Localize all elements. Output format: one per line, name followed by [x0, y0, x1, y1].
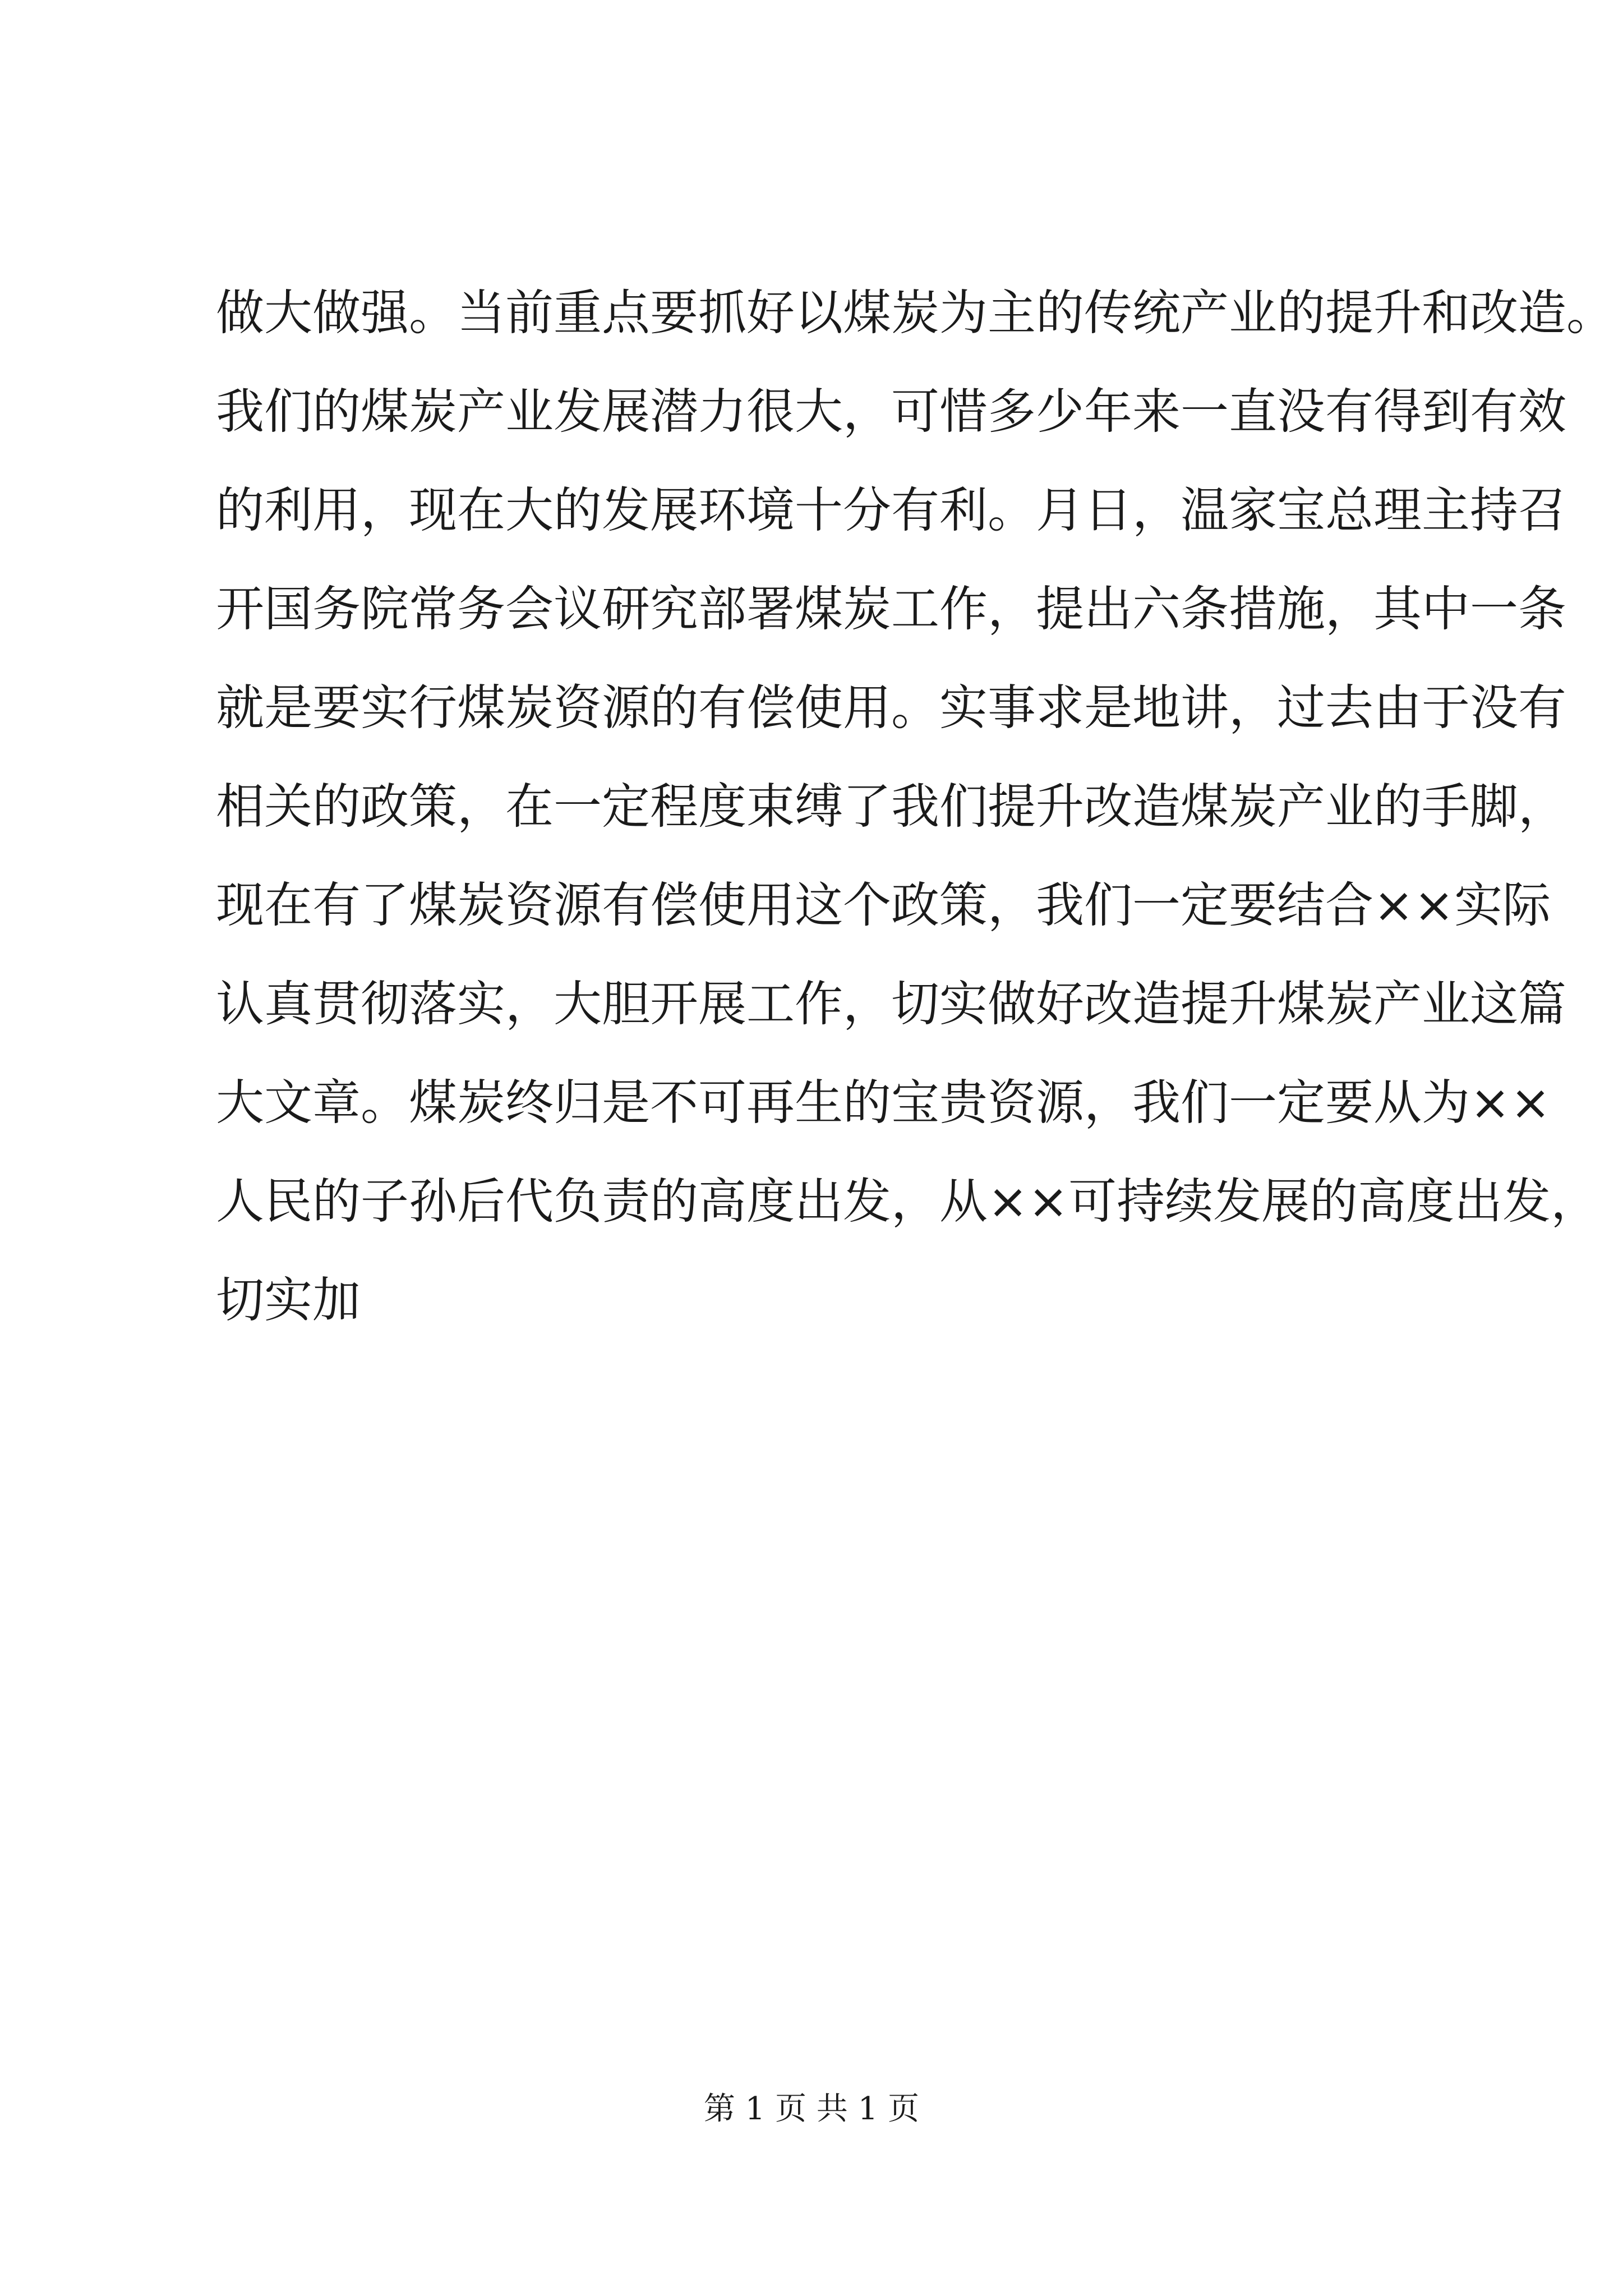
text-line: 相关的政策，在一定程度束缚了我们提升改造煤炭产业的手脚， — [216, 779, 1566, 835]
body-paragraph — [216, 264, 1615, 1350]
text-line: 就是要实行煤炭资源的有偿使用。实事求是地讲，过去由于没有 — [216, 680, 1566, 736]
text-line: 现在有了煤炭资源有偿使用这个政策，我们一定要结合××实际 — [216, 877, 1551, 933]
text-line-last: 切实加 — [216, 1272, 361, 1328]
text-line: 做大做强。当前重点要抓好以煤炭为主的传统产业的提升和改造。 — [216, 285, 1615, 341]
text-line: 大文章。煤炭终归是不可再生的宝贵资源，我们一定要从为×× — [216, 1075, 1551, 1131]
text-line: 开国务院常务会议研究部署煤炭工作，提出六条措施，其中一条 — [216, 581, 1566, 637]
page-footer: 第 1 页 共 1 页 — [703, 2091, 920, 2127]
text-line: 的利用，现在大的发展环境十分有利。月日，温家宝总理主持召 — [216, 482, 1566, 539]
text-line: 人民的子孙后代负责的高度出发，从××可持续发展的高度出发， — [216, 1174, 1599, 1230]
text-line: 认真贯彻落实，大胆开展工作，切实做好改造提升煤炭产业这篇 — [216, 976, 1566, 1032]
text-line: 我们的煤炭产业发展潜力很大，可惜多少年来一直没有得到有效 — [216, 384, 1566, 440]
